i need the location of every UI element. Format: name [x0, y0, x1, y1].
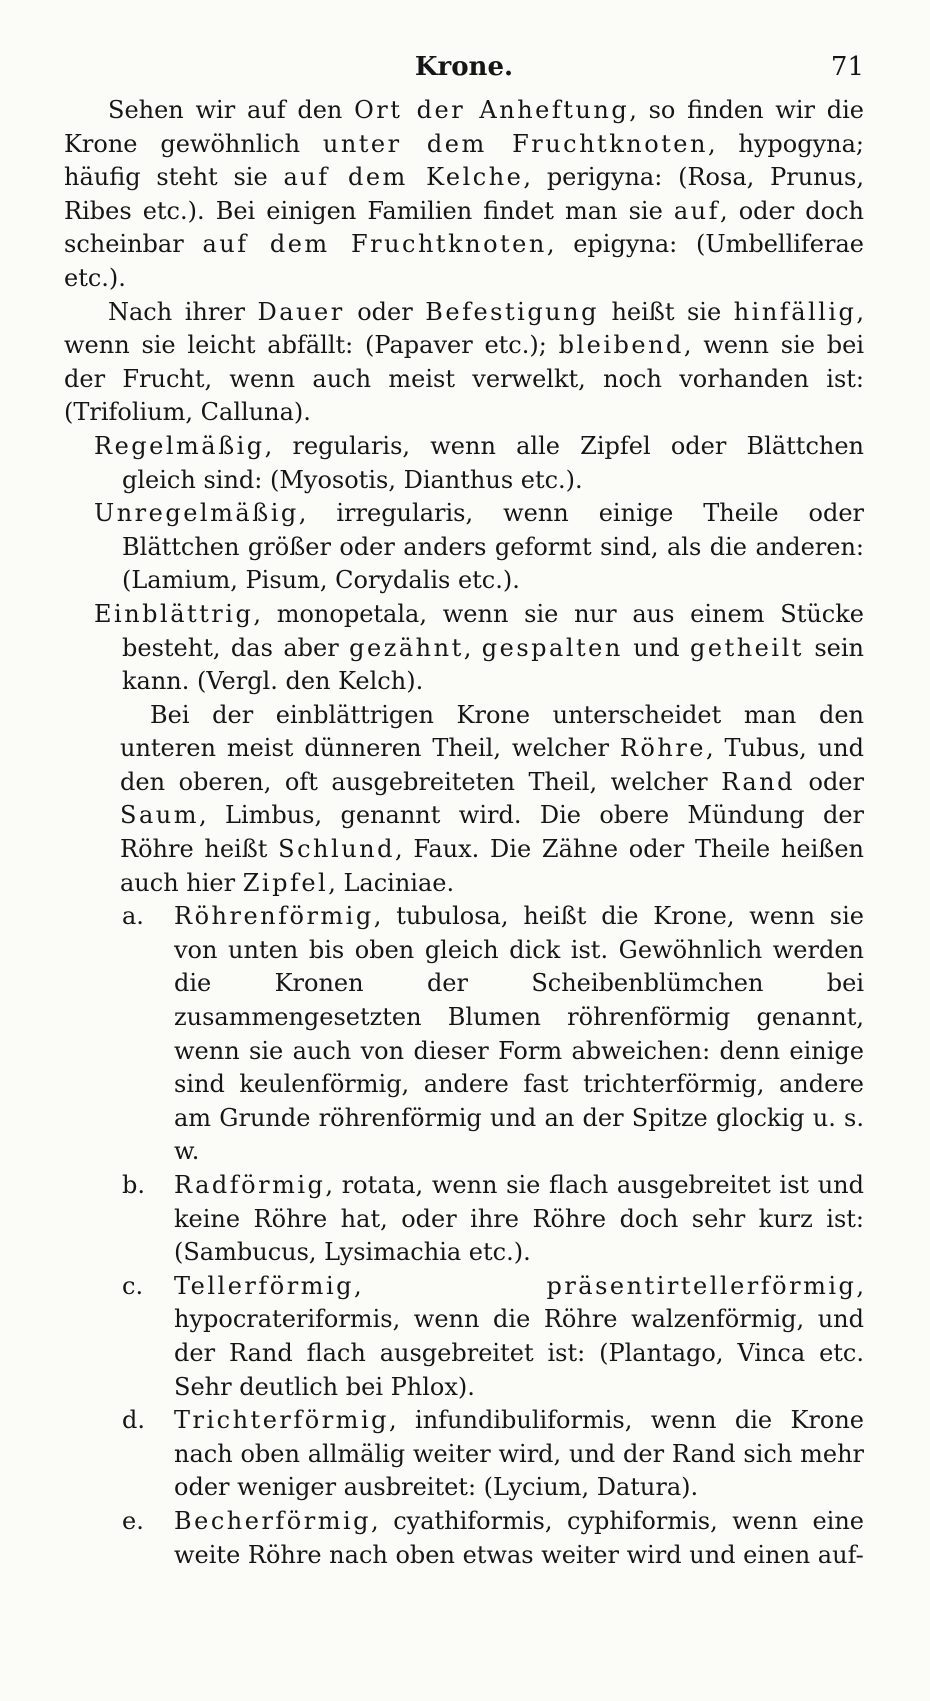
paragraph-dauer [64, 296, 864, 430]
spaced-term: Befestigung [425, 297, 599, 326]
spaced-term: hinfällig [733, 297, 857, 326]
spaced-term: Ort der Anheftung [354, 96, 630, 124]
spaced-term: Regelmäßig [94, 431, 265, 460]
item-text [174, 1505, 864, 1572]
text-run: oder [344, 297, 426, 326]
item-text [174, 1169, 864, 1270]
text-run: , Tubus, und den oberen, oft ausgebreiteten Theil, welcher [120, 734, 864, 796]
spaced-term: auf dem Kelche [283, 163, 524, 192]
paragraph-einblaettrige-krone [64, 699, 864, 901]
spaced-term: Trichterförmig [174, 1406, 389, 1435]
text-run: , Limbus, genannt wird. Die obere Mündung der Röhre heißt [120, 801, 864, 864]
text-run: , irregularis, wenn einige Theile oder Blättchen größer oder anders geformt sind, als die anderen: (Lamium, Pisum, Corydalis etc.). [122, 499, 864, 595]
list-item [64, 1404, 864, 1505]
text-run: Nach ihrer [108, 297, 258, 326]
text-run: heißt sie [598, 297, 734, 326]
item-text [174, 1270, 864, 1404]
text-run: , rotata, wenn sie flach ausgebreitet ist und keine Röhre hat, oder ihre Röhre doch sehr kurz ist: (Sambucus, Lysimachia etc.). [174, 1171, 864, 1267]
spaced-term: Becherförmig [174, 1506, 372, 1535]
item-text [174, 1404, 864, 1505]
text-run: , [463, 633, 482, 662]
paragraph-anheftung [64, 94, 864, 296]
running-title: Krone. [414, 52, 514, 82]
text-run: , Laciniae. [328, 868, 455, 897]
list-item [64, 1169, 864, 1270]
list-item [64, 1505, 864, 1572]
item-letter: b. [122, 1171, 145, 1199]
text-run: sein kann. (Vergl. den Kelch). [122, 633, 864, 696]
book-page [64, 44, 864, 1572]
list-item [64, 1270, 864, 1404]
spaced-term: Dauer [257, 297, 345, 326]
entry-einblaettrig [64, 598, 864, 699]
item-letter: a. [122, 902, 144, 931]
spaced-term: getheilt [690, 633, 804, 662]
spaced-term: gezähnt [349, 633, 464, 662]
text-run: , monopetala, wenn sie nur aus einem Stücke besteht, das aber [122, 599, 864, 662]
spaced-term: Tellerförmig [174, 1271, 354, 1300]
page-number: 71 [830, 52, 864, 82]
item-letter: e. [122, 1506, 144, 1535]
spaced-term: Saum [120, 801, 199, 830]
text-run: und [622, 633, 691, 662]
text-run: , infundibuliformis, wenn die Krone nach oben allmälig weiter wird, und der Rand sich mehr oder weniger ausbreitet: (Lycium, Datura). [174, 1406, 864, 1502]
spaced-term: auf [673, 196, 721, 225]
text-run: , hypocrateriformis, wenn die Röhre walzenförmig, und der Rand flach ausgebreitet ist: (Plantago, Vinca etc. Sehr deutlich bei Phlox). [174, 1271, 864, 1401]
text-run: , so finden wir die Krone gewöhnlich [64, 96, 864, 158]
text-run: Bei der einblättrigen Krone unterscheidet man den unteren meist dünneren Theil, welcher [120, 700, 864, 763]
text-run: , Faux. Die Zähne oder Theile heißen auch hier [120, 835, 864, 897]
spaced-term: Rand [721, 767, 795, 796]
spaced-term: Einblättrig [94, 599, 254, 628]
text-run: Sehen wir auf den [108, 96, 355, 124]
text-run: , cyathiformis, cyphiformis, wenn eine weite Röhre nach oben etwas weiter wird und einen auf- [174, 1506, 864, 1569]
spaced-term: Unregelmäßig [94, 499, 299, 528]
text-run: , hypogyna; häufig steht sie [64, 129, 864, 192]
spaced-term: Radförmig [174, 1171, 326, 1199]
text-run: , tubulosa, heißt die Krone, wenn sie von unten bis oben gleich dick ist. Gewöhnlich werden die Kronen der Scheibenblümchen bei zusammengesetzten Blumen röhrenförmig genannt, wenn sie auch von dieser Form abweichen: denn einige sind keulenförmig, andere fast trichterförmig, andere am Grunde röhrenförmig und an der Spitze glockig u. s. w. [174, 902, 864, 1166]
spaced-term: Zipfel [242, 868, 329, 897]
text-run: , epigyna: (Umbelliferae etc.). [64, 230, 864, 292]
text-run: , wenn sie leicht abfällt: (Papaver etc.); [64, 297, 865, 360]
spaced-term: präsentirtellerförmig [546, 1271, 857, 1300]
entry-unregelmaessig [64, 497, 864, 598]
text-run: , regularis, wenn alle Zipfel oder Blättchen gleich sind: (Myosotis, Dianthus etc.). [122, 431, 864, 494]
text-run: , wenn sie bei der Frucht, wenn auch meist verwelkt, noch vorhanden ist: (Trifolium, Calluna). [64, 331, 864, 427]
spaced-term: Röhrenförmig [174, 902, 374, 931]
item-letter: c. [122, 1271, 144, 1300]
item-letter: d. [122, 1406, 145, 1435]
spaced-term: Röhre [619, 734, 706, 763]
text-run: , [353, 1271, 547, 1300]
list-item [64, 900, 864, 1169]
running-header [64, 44, 864, 94]
text-run: , oder doch scheinbar [64, 196, 864, 259]
spaced-term: unter dem Fruchtknoten [322, 129, 708, 158]
entry-regelmaessig [64, 430, 864, 497]
spaced-term: Schlund [278, 835, 395, 864]
spaced-term: gespalten [481, 633, 623, 662]
item-text [174, 900, 864, 1169]
text-run: oder [794, 767, 864, 796]
spaced-term: auf dem Fruchtknoten [202, 230, 547, 259]
text-run: , perigyna: (Rosa, Prunus, Ribes etc.). Bei einigen Familien findet man sie [64, 163, 865, 225]
spaced-term: bleibend [558, 331, 684, 360]
